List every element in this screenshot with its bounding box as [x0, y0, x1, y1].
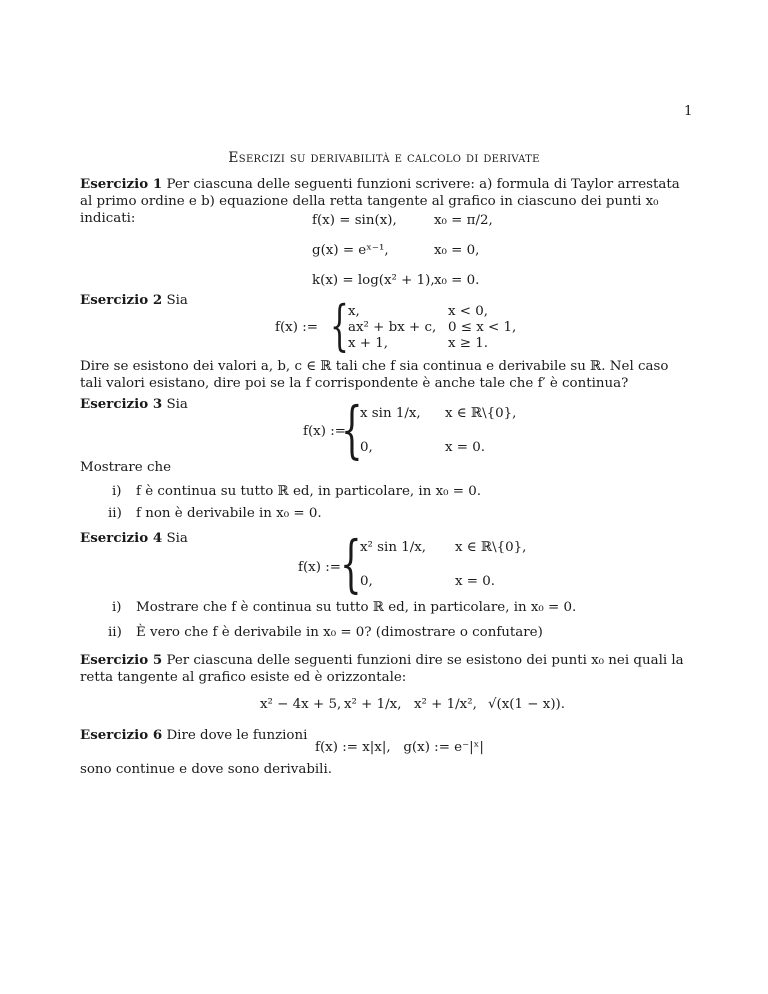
- exercise-2-text: Dire se esistono dei valori a, b, c ∈ ℝ tali che f sia continua e derivabile su ℝ. Nel caso tali valori esistano, dire poi se la f corrispondente è anche tale che f′ è continua?: [80, 359, 669, 391]
- ex4-case-1-expr: x² sin 1/x,: [360, 540, 427, 555]
- ex3-brace: {: [341, 393, 363, 466]
- ex2-case-1-expr: x,: [348, 304, 360, 319]
- exercise-4-heading: Esercizio 4: [80, 530, 163, 546]
- ex3-case-1-cond: x ∈ ℝ\{0},: [445, 406, 517, 421]
- ex3-item-2-text: f non è derivabile in x₀ = 0.: [136, 506, 322, 521]
- exercise-3-heading-line: [80, 396, 188, 413]
- ex3-item-2-label: ii): [108, 506, 122, 521]
- exercise-3-intro: Sia: [166, 397, 188, 412]
- ex5-func-1: x² − 4x + 5,: [260, 697, 342, 712]
- ex3-item-1-text: f è continua su tutto ℝ ed, in particolare, in x₀ = 0.: [136, 484, 482, 499]
- ex1-point-3: x₀ = 0.: [434, 273, 480, 288]
- page-number: 1: [684, 104, 693, 119]
- ex6-closing: sono continue e dove sono derivabili.: [80, 762, 332, 777]
- ex1-func-3: k(x) = log(x² + 1),: [312, 273, 435, 288]
- ex5-func-3: x² + 1/x²,: [414, 697, 477, 712]
- ex5-func-4: √(x(1 − x)).: [488, 697, 566, 712]
- exercise-6-heading: Esercizio 6: [80, 727, 163, 743]
- exercise-6-intro: Dire dove le funzioni: [166, 728, 308, 743]
- ex4-item-1-text: Mostrare che f è continua su tutto ℝ ed, in particolare, in x₀ = 0.: [136, 600, 577, 615]
- exercise-4-heading-line: [80, 530, 188, 547]
- exercise-5: [80, 652, 692, 686]
- ex3-show: Mostrare che: [80, 460, 172, 475]
- ex4-item-2-label: ii): [108, 625, 122, 640]
- page-title: Esercizi su derivabilità e calcolo di derivate: [228, 150, 540, 166]
- ex4-item-2-text: È vero che f è derivabile in x₀ = 0? (dimostrare o confutare): [136, 625, 543, 640]
- ex3-lhs: f(x) :=: [303, 424, 346, 439]
- ex3-case-2-expr: 0,: [360, 440, 373, 455]
- ex1-func-2: g(x) = eˣ⁻¹,: [312, 243, 389, 258]
- ex5-func-2: x² + 1/x,: [344, 697, 402, 712]
- ex4-brace: {: [340, 527, 362, 600]
- exercise-5-text: Per ciascuna delle seguenti funzioni dire se esistono dei punti x₀ nei quali la retta tangente al grafico esiste ed è orizzontale:: [80, 653, 684, 685]
- ex6-formula: f(x) := x|x|, g(x) := e⁻|ˣ|: [315, 740, 484, 755]
- ex4-case-2-expr: 0,: [360, 574, 373, 589]
- ex2-case-3-cond: x ≥ 1.: [448, 336, 489, 351]
- ex2-case-3-expr: x + 1,: [348, 336, 389, 351]
- exercise-1-heading: Esercizio 1: [80, 176, 163, 192]
- exercise-3-heading: Esercizio 3: [80, 396, 163, 412]
- ex2-brace: {: [330, 294, 349, 357]
- ex1-point-1: x₀ = π/2,: [434, 213, 493, 228]
- ex4-item-1-label: i): [112, 600, 122, 615]
- ex3-case-2-cond: x = 0.: [445, 440, 486, 455]
- exercise-4-intro: Sia: [166, 531, 188, 546]
- exercise-2-heading-line: [80, 292, 188, 309]
- exercise-5-heading: Esercizio 5: [80, 652, 163, 668]
- exercise-6-heading-line: [80, 727, 307, 744]
- ex2-case-1-cond: x < 0,: [448, 304, 489, 319]
- ex1-point-2: x₀ = 0,: [434, 243, 480, 258]
- ex1-func-1: f(x) = sin(x),: [312, 213, 397, 228]
- ex4-lhs: f(x) :=: [298, 560, 341, 575]
- exercise-1-text: Per ciascuna delle seguenti funzioni scrivere: a) formula di Taylor arrestata al primo ordine e b) equazione della retta tangente al grafico in ciascuno dei punti x₀ indicati:: [80, 177, 680, 226]
- ex4-case-2-cond: x = 0.: [455, 574, 496, 589]
- ex3-case-1-expr: x sin 1/x,: [360, 406, 421, 421]
- ex2-case-2-cond: 0 ≤ x < 1,: [448, 320, 517, 335]
- ex3-item-1-label: i): [112, 484, 122, 499]
- ex2-lhs: f(x) :=: [275, 320, 318, 335]
- exercise-2-intro: Sia: [166, 293, 188, 308]
- ex4-case-1-cond: x ∈ ℝ\{0},: [455, 540, 527, 555]
- ex2-case-2-expr: ax² + bx + c,: [348, 320, 437, 335]
- exercise-2-heading: Esercizio 2: [80, 292, 163, 308]
